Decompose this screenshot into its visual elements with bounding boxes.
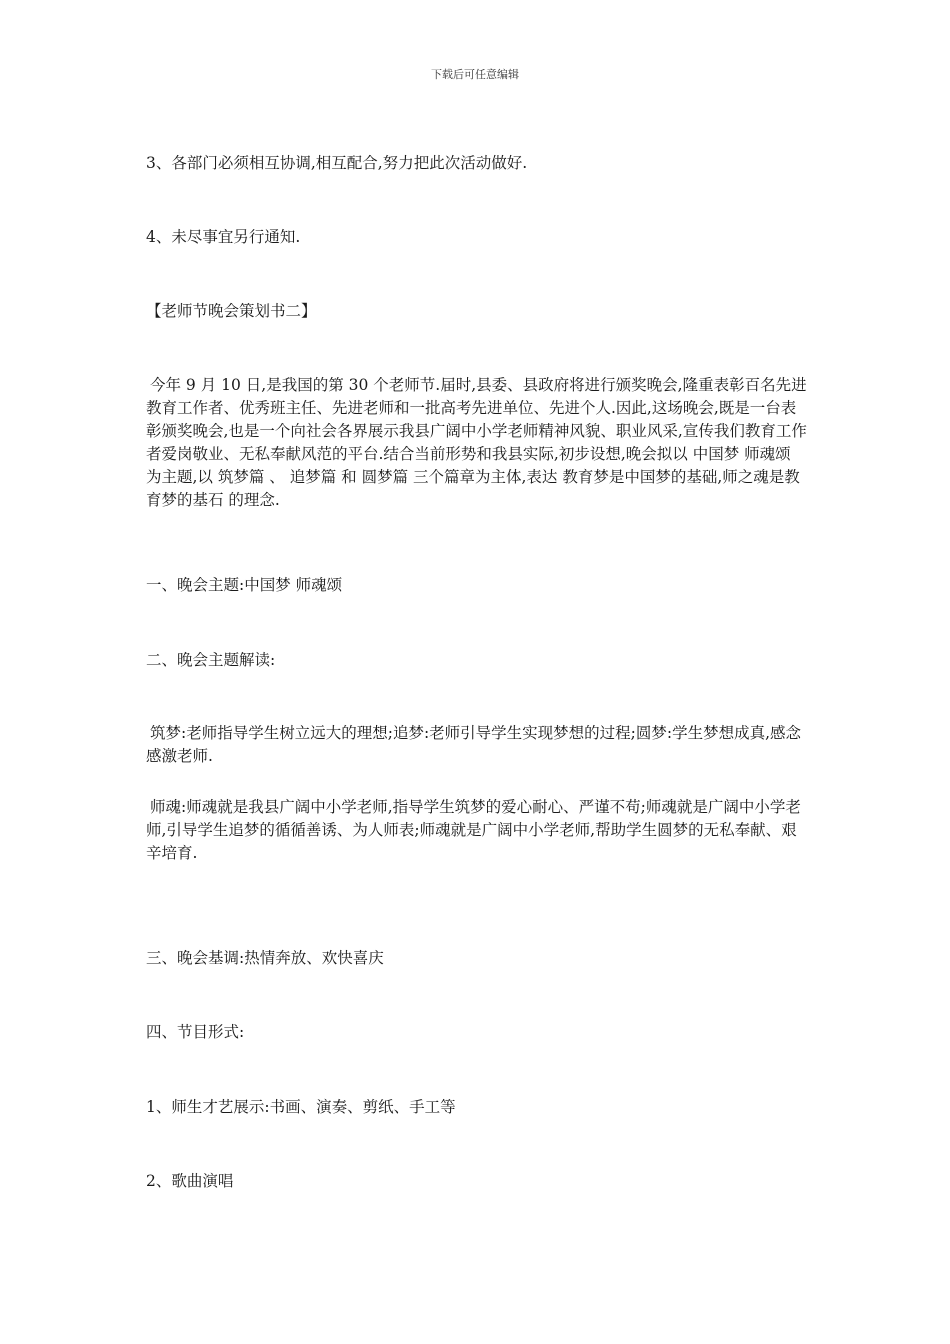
section-title: 【老师节晚会策划书二】	[146, 302, 317, 320]
tone-heading: 三、晚会基调:热情奔放、欢快喜庆	[146, 949, 384, 967]
item-3-coordination: 3、各部门必须相互协调,相互配合,努力把此次活动做好.	[146, 154, 528, 172]
program-item-2: 2、歌曲演唱	[146, 1172, 234, 1190]
theme-interpretation-heading: 二、晚会主题解读:	[146, 651, 276, 669]
program-format-heading: 四、节目形式:	[146, 1023, 245, 1041]
item-4-notice: 4、未尽事宜另行通知.	[146, 228, 301, 246]
dream-paragraph: 筑梦:老师指导学生树立远大的理想;追梦:老师引导学生实现梦想的过程;圆梦:学生梦想成真,感念感激老师.	[146, 724, 802, 765]
program-item-1: 1、师生才艺展示:书画、演奏、剪纸、手工等	[146, 1098, 456, 1116]
intro-paragraph: 今年 9 月 10 日,是我国的第 30 个老师节.届时,县委、县政府将进行颁奖晚会,隆重表彰百名先进教育工作者、优秀班主任、先进老师和一批高考先进单位、先进个人.因此,这场晚会,既是一台表彰颁奖晚会,也是一个向社会各界展示我县广阔中小学老师精神风貌、职业风采,宣传我们教育工作者爱岗敬业、无私奉献风范的平台.结合当前形势和我县实际,初步设想,晚会拟以 中国梦 师魂颂 为主题,以 筑梦篇 、 追梦篇 和 圆梦篇 三个篇章为主体,表达 教育梦是中国梦的基础,师之魂是教育梦的基石 的理念.	[146, 376, 807, 509]
page-header: 下载后可任意编辑	[431, 68, 519, 81]
teacher-soul-paragraph: 师魂:师魂就是我县广阔中小学老师,指导学生筑梦的爱心耐心、严谨不苟;师魂就是广阔中小学老师,引导学生追梦的循循善诱、为人师表;师魂就是广阔中小学老师,帮助学生圆梦的无私奉献、艰辛培育.	[146, 798, 801, 862]
theme-heading: 一、晚会主题:中国梦 师魂颂	[146, 576, 343, 594]
